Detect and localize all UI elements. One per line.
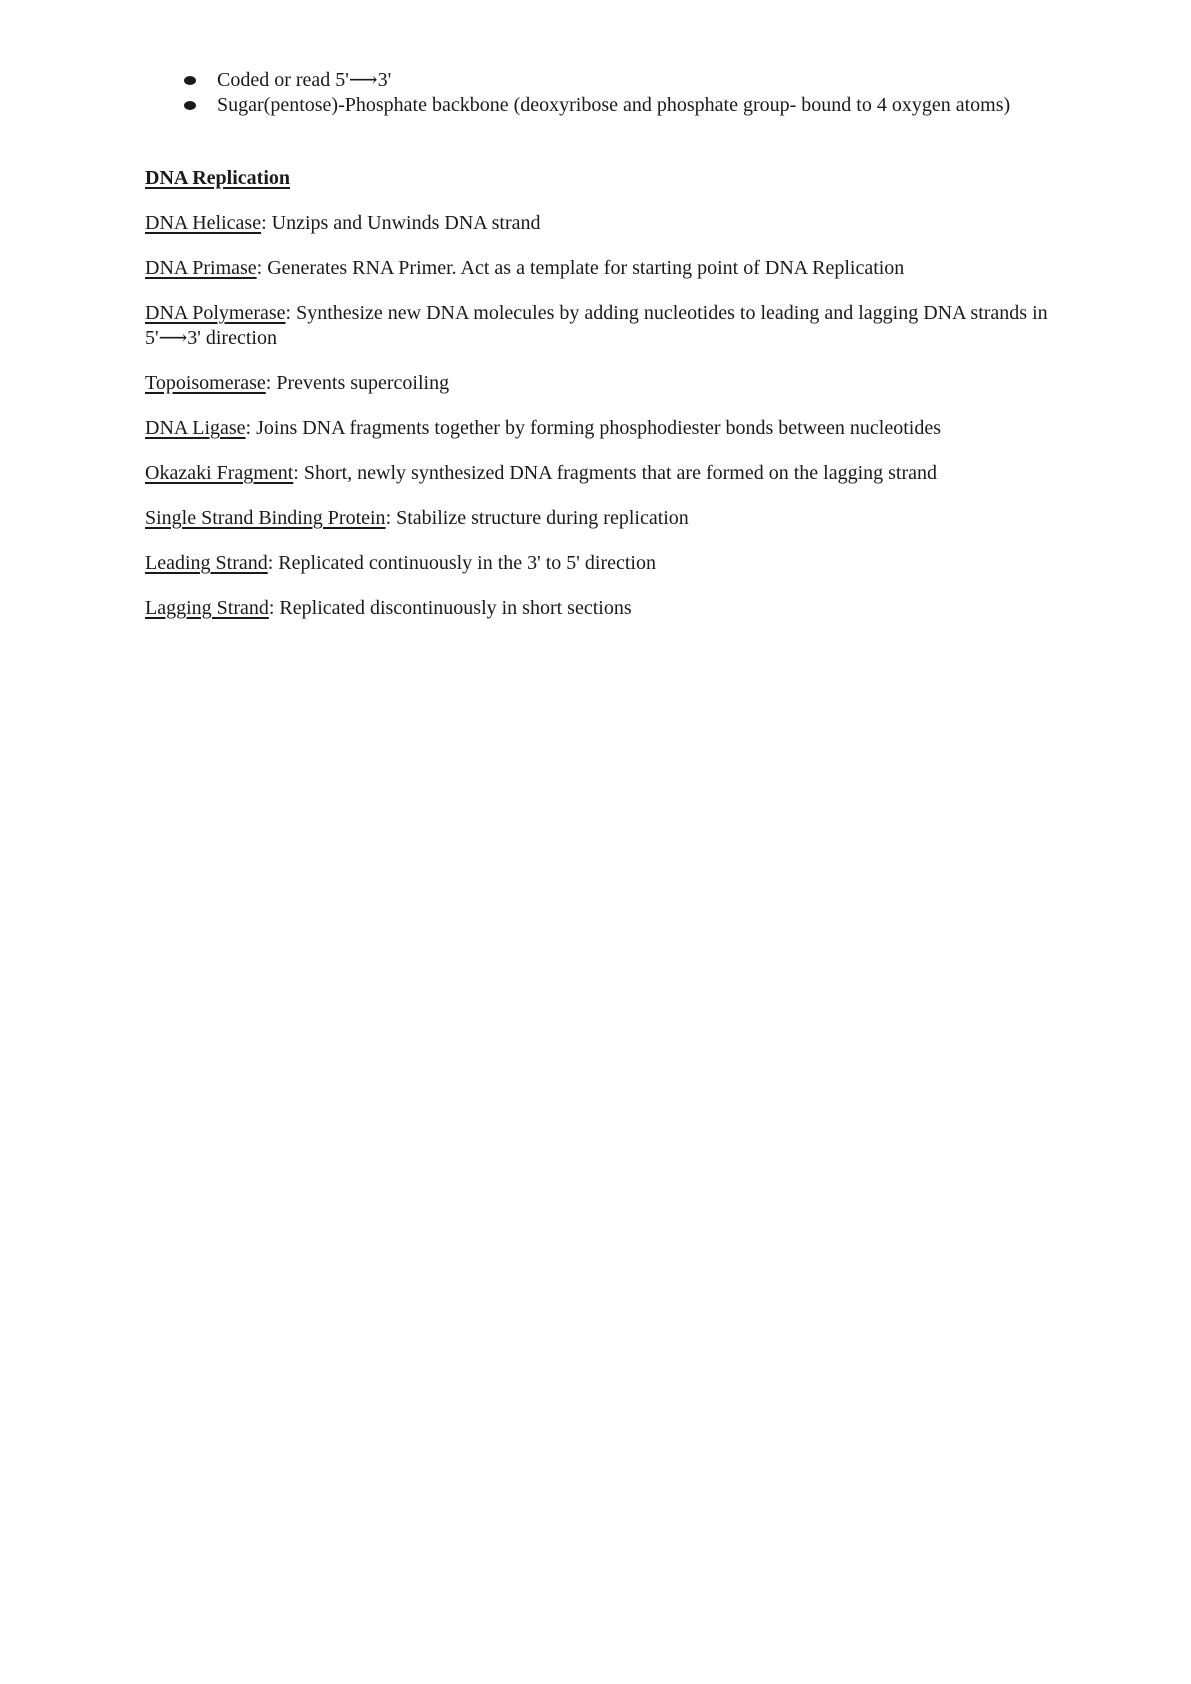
definition-text: : Replicated continuously in the 3' to 5' direction [267, 552, 656, 574]
definition-term: Topoisomerase [145, 372, 266, 394]
bullet-dot-icon [184, 101, 196, 110]
definition-term: Leading Strand [145, 552, 268, 574]
definition-term: Single Strand Binding Protein [145, 507, 386, 529]
definition-item [145, 596, 1065, 621]
definition-term: DNA Helicase [145, 212, 262, 234]
section-heading: DNA Replication [145, 167, 290, 189]
definition-text: : Stabilize structure during replication [385, 507, 689, 529]
bullet-text: Coded or read 5'⟶3' [217, 69, 392, 91]
definition-term: Okazaki Fragment [145, 462, 294, 484]
definition-term: DNA Ligase [145, 417, 246, 439]
definition-text: : Replicated discontinuously in short sections [268, 597, 632, 619]
definition-item [145, 506, 1065, 531]
definition-item [145, 416, 1065, 441]
dna-structure-bullet-list [184, 68, 1064, 118]
definition-item [145, 371, 1065, 396]
bullet-text: Sugar(pentose)-Phosphate backbone (deoxyribose and phosphate group- bound to 4 oxygen atoms) [217, 94, 1011, 116]
definition-term: DNA Polymerase [145, 302, 286, 324]
definition-text: : Short, newly synthesized DNA fragments that are formed on the lagging strand [293, 462, 938, 484]
bullet-item [184, 68, 1064, 93]
definition-item [145, 211, 1065, 236]
definition-item [145, 301, 1065, 351]
definition-text: : Generates RNA Primer. Act as a template for starting point of DNA Replication [256, 257, 905, 279]
definition-term: DNA Primase [145, 257, 257, 279]
bullet-item [184, 93, 1064, 118]
bullet-dot-icon [184, 76, 196, 85]
definition-text: : Prevents supercoiling [265, 372, 450, 394]
definition-list [145, 211, 1065, 641]
definition-item [145, 256, 1065, 281]
definition-term: Lagging Strand [145, 597, 269, 619]
definition-item [145, 551, 1065, 576]
definition-text: : Unzips and Unwinds DNA strand [261, 212, 541, 234]
definition-text: : Joins DNA fragments together by forming phosphodiester bonds between nucleotides [245, 417, 941, 439]
definition-item [145, 461, 1065, 486]
definition-text: : Synthesize new DNA molecules by adding nucleotides to leading and lagging DNA strands in 5'⟶3' direction [145, 302, 1048, 349]
